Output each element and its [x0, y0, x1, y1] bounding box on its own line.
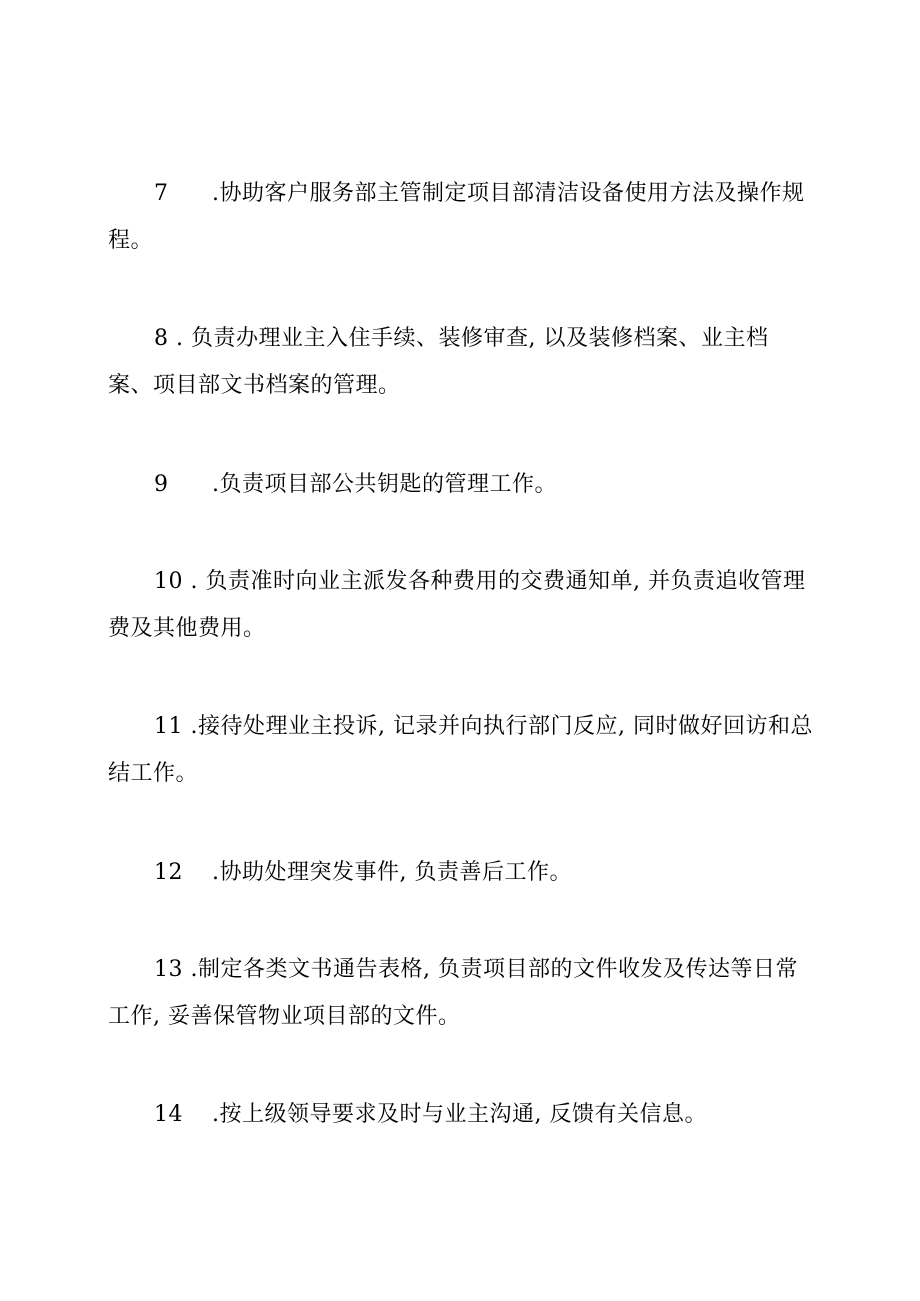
list-item-line — [108, 315, 828, 362]
list-item-line — [108, 946, 828, 993]
list-item-line — [108, 558, 828, 605]
list-item-8 — [108, 315, 828, 409]
list-item-11 — [108, 703, 828, 797]
list-item-continuation: 费及其他费用。 — [108, 616, 266, 641]
list-item-continuation: 工作, 妥善保管物业项目部的文件。 — [108, 1004, 461, 1029]
item-text: . 负责准时向业主派发各种费用的交费通知单, 并负责追收管理 — [183, 569, 806, 594]
list-item-14 — [108, 1091, 828, 1138]
list-item-line — [108, 170, 828, 217]
list-item-9 — [108, 461, 828, 508]
list-item-12 — [108, 849, 828, 896]
list-item-line — [108, 849, 828, 896]
list-item-13 — [108, 946, 828, 1040]
item-number: 9 — [154, 472, 169, 497]
item-number: 13 — [154, 957, 183, 982]
item-number: 14 — [154, 1102, 183, 1127]
list-item-continuation: 案、项目部文书档案的管理。 — [108, 373, 401, 398]
item-text: .按上级领导要求及时与业主沟通, 反馈有关信息。 — [212, 1102, 707, 1127]
list-item-line — [108, 1091, 828, 1138]
list-item-10 — [108, 558, 828, 652]
item-text: .负责项目部公共钥匙的管理工作。 — [212, 472, 557, 497]
item-text: .协助客户服务部主管制定项目部清洁设备使用方法及操作规 — [212, 181, 805, 206]
item-text: .制定各类文书通告表格, 负责项目部的文件收发及传达等日常 — [183, 957, 798, 982]
list-item-7 — [108, 170, 828, 264]
list-item-continuation: 结工作。 — [108, 761, 199, 786]
item-number: 12 — [154, 860, 183, 885]
item-text: .协助处理突发事件, 负责善后工作。 — [212, 860, 572, 885]
list-item-line — [108, 461, 828, 508]
item-text: .接待处理业主投诉, 记录并向执行部门反应, 同时做好回访和总 — [183, 714, 813, 739]
item-number: 11 — [154, 714, 183, 739]
item-number: 8 — [154, 326, 169, 351]
list-item-line — [108, 703, 828, 750]
list-item-continuation: 程。 — [108, 228, 154, 253]
item-text: . 负责办理业主入住手续、装修审查, 以及装修档案、业主档 — [168, 326, 769, 351]
item-number: 10 — [154, 569, 183, 594]
item-number: 7 — [154, 181, 169, 206]
